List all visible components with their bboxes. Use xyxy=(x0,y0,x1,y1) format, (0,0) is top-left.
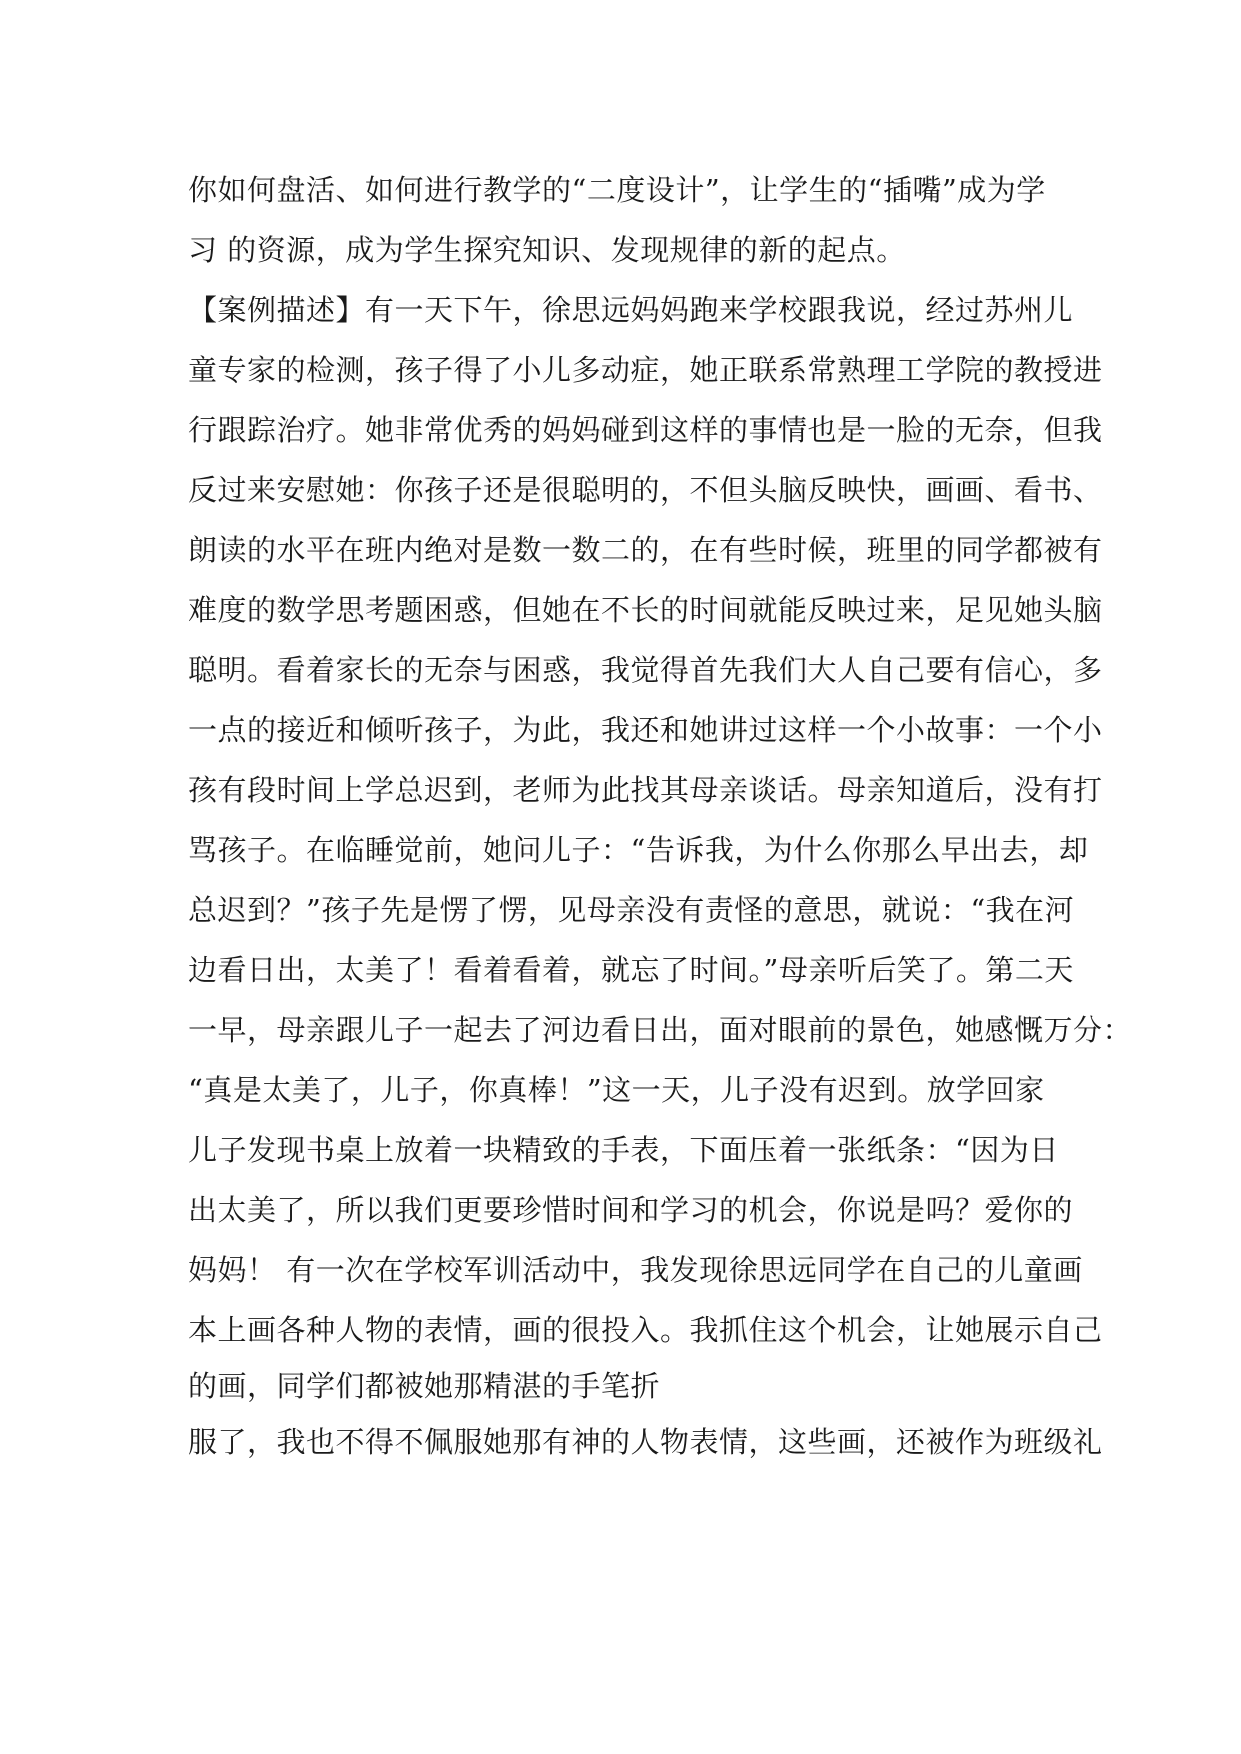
text-line: 反过来安慰她：你孩子还是很聪明的，不但头脑反映快，画画、看书、 xyxy=(188,473,1103,507)
text-line: 妈妈！ 有一次在学校军训活动中，我发现徐思远同学在自己的儿童画 xyxy=(188,1253,1083,1287)
body-text xyxy=(188,160,1133,1472)
text-line: 朗读的水平在班内绝对是数一数二的，在有些时候，班里的同学都被有 xyxy=(188,533,1103,567)
text-line: 孩有段时间上学总迟到，老师为此找其母亲谈话。母亲知道后，没有打 xyxy=(188,773,1103,807)
text-line: 一点的接近和倾听孩子，为此，我还和她讲过这样一个小故事：一个小 xyxy=(188,713,1103,747)
text-line: 的画，同学们都被她那精湛的手笔折 xyxy=(188,1369,661,1403)
text-line: 你如何盘活、如何进行教学的“二度设计”，让学生的“插嘴”成为学 xyxy=(188,173,1046,207)
text-line: 边看日出，太美了！看着看着，就忘了时间。”母亲听后笑了。第二天 xyxy=(188,953,1074,987)
text-line: 难度的数学思考题困惑，但她在不长的时间就能反映过来，足见她头脑 xyxy=(188,593,1103,627)
text-line: 聪明。看着家长的无奈与困惑，我觉得首先我们大人自己要有信心，多 xyxy=(188,653,1103,687)
text-line: 本上画各种人物的表情，画的很投入。我抓住这个机会，让她展示自己 xyxy=(188,1313,1103,1347)
text-line: 习 的资源，成为学生探究知识、发现规律的新的起点。 xyxy=(188,233,906,267)
text-line: 一早，母亲跟儿子一起去了河边看日出，面对眼前的景色，她感慨万分： xyxy=(188,1013,1133,1047)
text-line: 服了，我也不得不佩服她那有神的人物表情，这些画，还被作为班级礼 xyxy=(188,1425,1103,1459)
text-line: 儿子发现书桌上放着一块精致的手表，下面压着一张纸条：“因为日 xyxy=(188,1133,1059,1167)
text-line: 行跟踪治疗。她非常优秀的妈妈碰到这样的事情也是一脸的无奈，但我 xyxy=(188,413,1103,447)
text-line: 【案例描述】有一天下午，徐思远妈妈跑来学校跟我说，经过苏州儿 xyxy=(188,293,1074,327)
text-line: “真是太美了，儿子，你真棒！”这一天，儿子没有迟到。放学回家 xyxy=(188,1073,1045,1107)
text-line: 总迟到？”孩子先是愣了愣，见母亲没有责怪的意思，就说：“我在河 xyxy=(188,893,1075,927)
text-line: 骂孩子。在临睡觉前，她问儿子：“告诉我，为什么你那么早出去，却 xyxy=(188,833,1089,867)
text-line: 童专家的检测，孩子得了小儿多动症，她正联系常熟理工学院的教授进 xyxy=(188,353,1103,387)
text-line: 出太美了，所以我们更要珍惜时间和学习的机会，你说是吗？爱你的 xyxy=(188,1193,1074,1227)
